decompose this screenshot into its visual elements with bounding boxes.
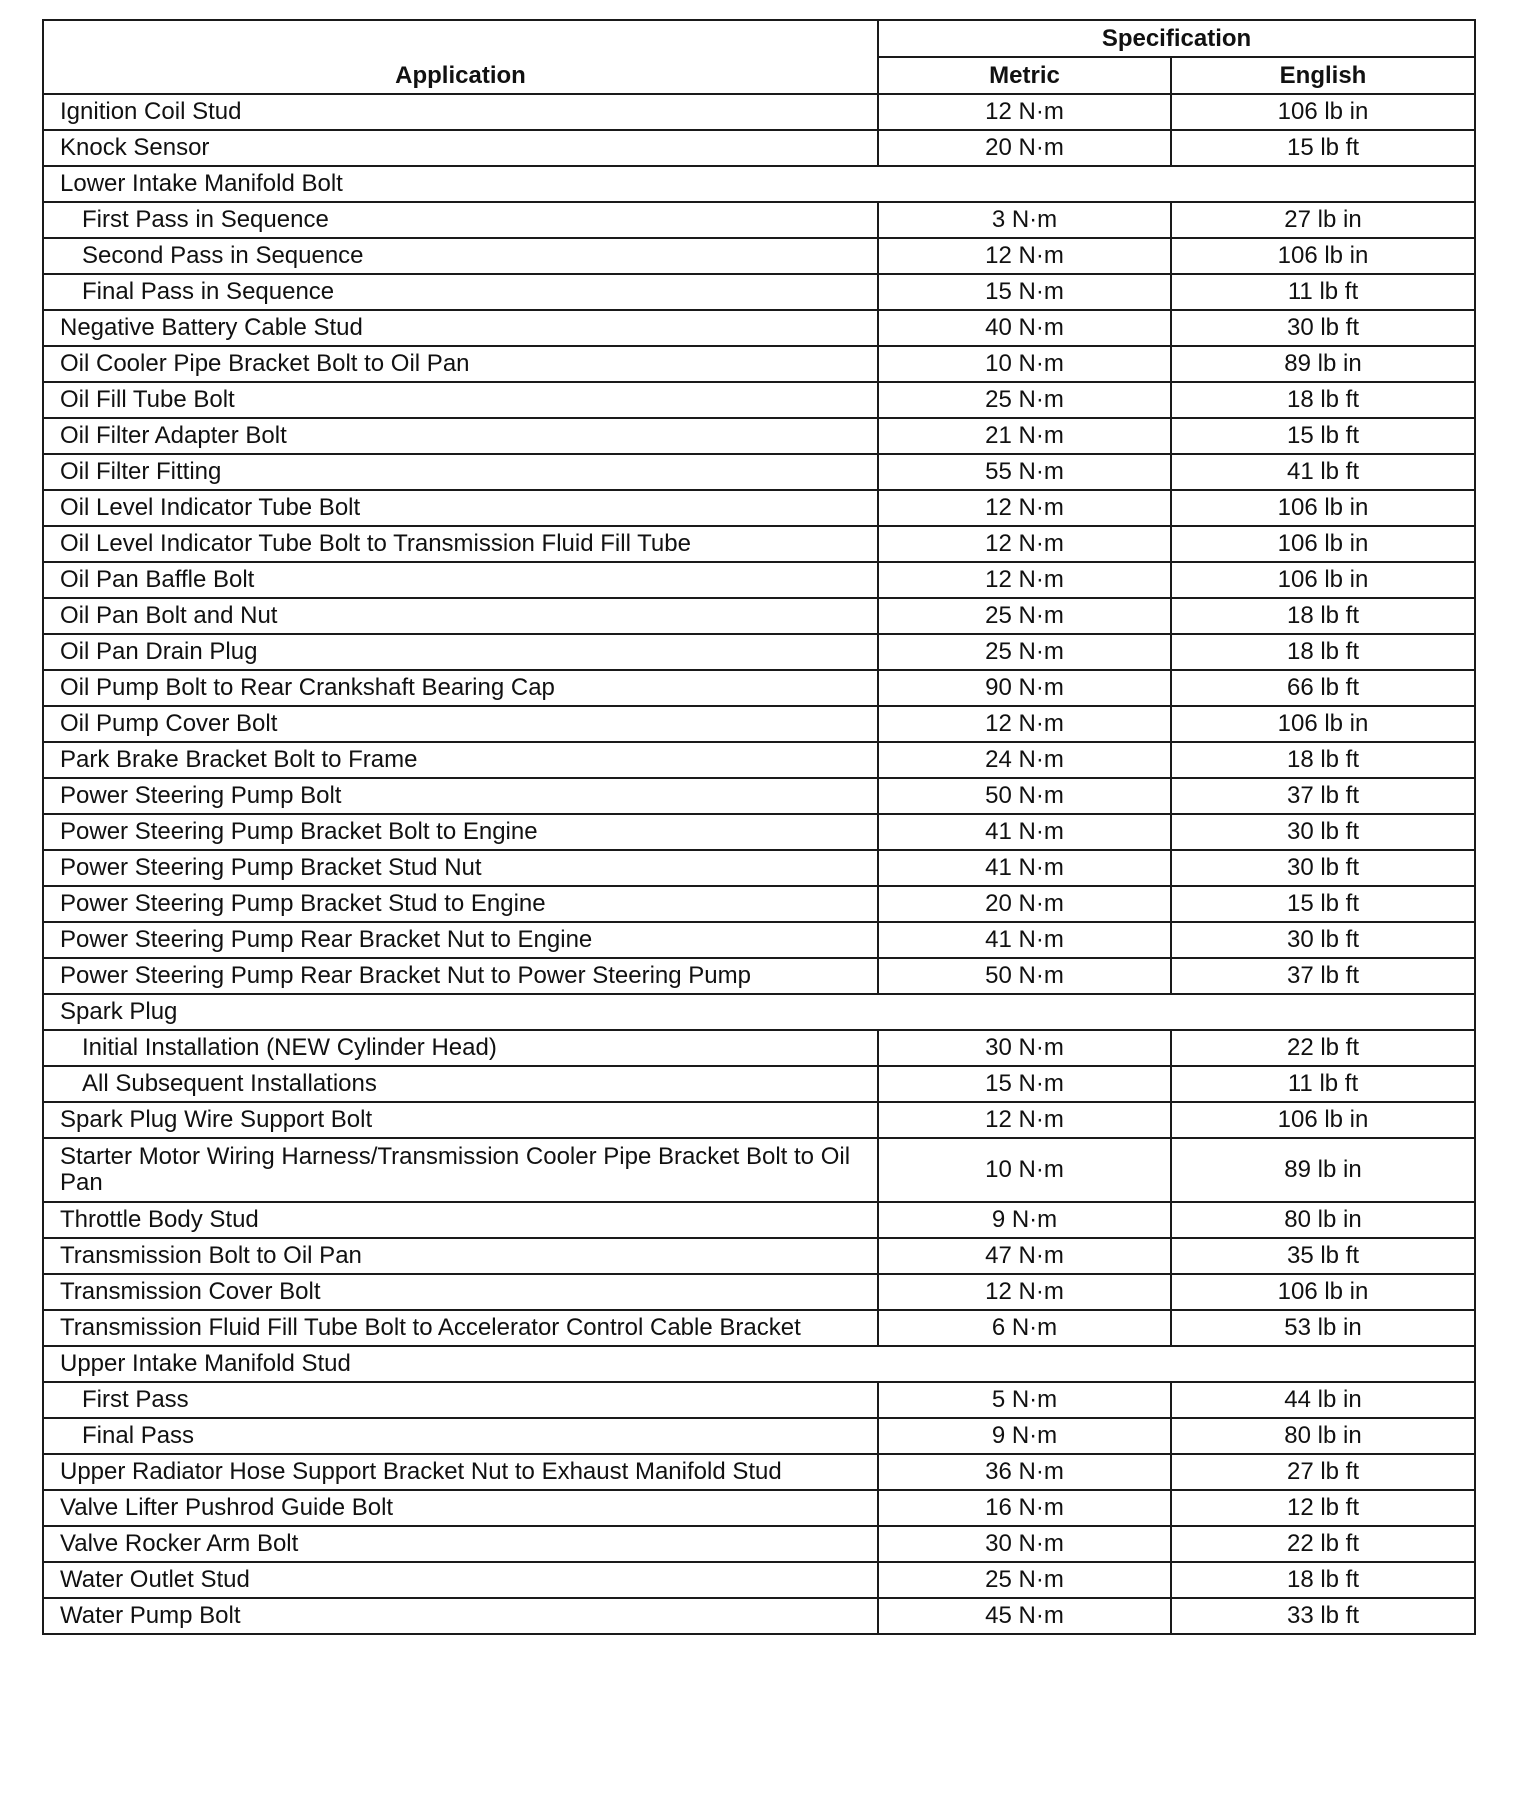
metric-value-cell: 50 N·m <box>878 778 1171 814</box>
table-row <box>43 562 1475 598</box>
metric-value-cell: 47 N·m <box>878 1238 1171 1274</box>
application-cell: Transmission Fluid Fill Tube Bolt to Accelerator Control Cable Bracket <box>43 1310 878 1346</box>
english-value-cell: 106 lb in <box>1171 526 1475 562</box>
table-row <box>43 814 1475 850</box>
metric-value-cell: 20 N·m <box>878 130 1171 166</box>
english-value-cell: 35 lb ft <box>1171 1238 1475 1274</box>
application-cell: Oil Fill Tube Bolt <box>43 382 878 418</box>
english-value-cell: 80 lb in <box>1171 1418 1475 1454</box>
table-row <box>43 94 1475 130</box>
metric-value-cell: 30 N·m <box>878 1030 1171 1066</box>
table-row <box>43 130 1475 166</box>
application-cell: Power Steering Pump Bracket Stud to Engine <box>43 886 878 922</box>
metric-value-cell: 25 N·m <box>878 634 1171 670</box>
english-value-cell: 44 lb in <box>1171 1382 1475 1418</box>
table-row <box>43 238 1475 274</box>
english-value-cell: 80 lb in <box>1171 1202 1475 1238</box>
metric-value-cell: 25 N·m <box>878 1562 1171 1598</box>
metric-value-cell: 12 N·m <box>878 706 1171 742</box>
application-cell: Power Steering Pump Bolt <box>43 778 878 814</box>
metric-value-cell: 10 N·m <box>878 346 1171 382</box>
application-cell: Valve Rocker Arm Bolt <box>43 1526 878 1562</box>
table-row <box>43 958 1475 994</box>
application-cell: Final Pass in Sequence <box>43 274 878 310</box>
english-value-cell: 18 lb ft <box>1171 382 1475 418</box>
english-value-cell: 18 lb ft <box>1171 598 1475 634</box>
table-row <box>43 274 1475 310</box>
table-row <box>43 1138 1475 1202</box>
application-cell: Spark Plug Wire Support Bolt <box>43 1102 878 1138</box>
metric-value-cell: 16 N·m <box>878 1490 1171 1526</box>
group-label-cell: Lower Intake Manifold Bolt <box>43 166 1475 202</box>
english-value-cell: 30 lb ft <box>1171 922 1475 958</box>
table-row <box>43 1598 1475 1634</box>
metric-value-cell: 20 N·m <box>878 886 1171 922</box>
table-row <box>43 1310 1475 1346</box>
metric-value-cell: 90 N·m <box>878 670 1171 706</box>
group-label-cell: Spark Plug <box>43 994 1475 1030</box>
table-row <box>43 670 1475 706</box>
english-value-cell: 18 lb ft <box>1171 634 1475 670</box>
table-row <box>43 1030 1475 1066</box>
table-row <box>43 418 1475 454</box>
table-row <box>43 1102 1475 1138</box>
metric-value-cell: 12 N·m <box>878 94 1171 130</box>
english-value-cell: 89 lb in <box>1171 346 1475 382</box>
application-cell: Water Outlet Stud <box>43 1562 878 1598</box>
english-value-cell: 106 lb in <box>1171 94 1475 130</box>
application-cell: Oil Pan Bolt and Nut <box>43 598 878 634</box>
table-group-row <box>43 994 1475 1030</box>
english-value-cell: 30 lb ft <box>1171 814 1475 850</box>
metric-value-cell: 6 N·m <box>878 1310 1171 1346</box>
english-value-cell: 22 lb ft <box>1171 1030 1475 1066</box>
english-value-cell: 27 lb ft <box>1171 1454 1475 1490</box>
table-row <box>43 850 1475 886</box>
application-cell: Negative Battery Cable Stud <box>43 310 878 346</box>
english-value-cell: 66 lb ft <box>1171 670 1475 706</box>
application-cell: Ignition Coil Stud <box>43 94 878 130</box>
table-row <box>43 778 1475 814</box>
english-value-cell: 106 lb in <box>1171 706 1475 742</box>
english-value-cell: 30 lb ft <box>1171 850 1475 886</box>
metric-value-cell: 50 N·m <box>878 958 1171 994</box>
metric-value-cell: 25 N·m <box>878 382 1171 418</box>
column-header-metric: Metric <box>878 57 1171 94</box>
application-cell: Park Brake Bracket Bolt to Frame <box>43 742 878 778</box>
english-value-cell: 41 lb ft <box>1171 454 1475 490</box>
metric-value-cell: 12 N·m <box>878 1102 1171 1138</box>
table-row <box>43 742 1475 778</box>
table-row <box>43 1490 1475 1526</box>
metric-value-cell: 12 N·m <box>878 1274 1171 1310</box>
column-header-application: Application <box>43 20 878 94</box>
application-cell: Power Steering Pump Bracket Stud Nut <box>43 850 878 886</box>
application-cell: Power Steering Pump Bracket Bolt to Engine <box>43 814 878 850</box>
english-value-cell: 37 lb ft <box>1171 778 1475 814</box>
application-cell: Final Pass <box>43 1418 878 1454</box>
application-cell: Upper Radiator Hose Support Bracket Nut to Exhaust Manifold Stud <box>43 1454 878 1490</box>
application-cell: First Pass in Sequence <box>43 202 878 238</box>
metric-value-cell: 21 N·m <box>878 418 1171 454</box>
table-group-row <box>43 166 1475 202</box>
application-cell: Oil Level Indicator Tube Bolt <box>43 490 878 526</box>
metric-value-cell: 12 N·m <box>878 526 1171 562</box>
application-cell: Oil Pan Drain Plug <box>43 634 878 670</box>
metric-value-cell: 30 N·m <box>878 1526 1171 1562</box>
column-header-english: English <box>1171 57 1475 94</box>
table-row <box>43 1562 1475 1598</box>
table-row <box>43 706 1475 742</box>
english-value-cell: 22 lb ft <box>1171 1526 1475 1562</box>
application-cell: Valve Lifter Pushrod Guide Bolt <box>43 1490 878 1526</box>
metric-value-cell: 10 N·m <box>878 1138 1171 1202</box>
application-cell: Transmission Cover Bolt <box>43 1274 878 1310</box>
table-header <box>43 20 1475 94</box>
english-value-cell: 106 lb in <box>1171 1274 1475 1310</box>
english-value-cell: 11 lb ft <box>1171 1066 1475 1102</box>
english-value-cell: 15 lb ft <box>1171 418 1475 454</box>
english-value-cell: 106 lb in <box>1171 562 1475 598</box>
table-row <box>43 598 1475 634</box>
metric-value-cell: 3 N·m <box>878 202 1171 238</box>
metric-value-cell: 45 N·m <box>878 1598 1171 1634</box>
metric-value-cell: 41 N·m <box>878 850 1171 886</box>
application-cell: Oil Filter Adapter Bolt <box>43 418 878 454</box>
english-value-cell: 27 lb in <box>1171 202 1475 238</box>
application-cell: Water Pump Bolt <box>43 1598 878 1634</box>
metric-value-cell: 12 N·m <box>878 490 1171 526</box>
table-row <box>43 310 1475 346</box>
column-header-specification: Specification <box>878 20 1475 57</box>
table-row <box>43 886 1475 922</box>
english-value-cell: 106 lb in <box>1171 490 1475 526</box>
table-row <box>43 1418 1475 1454</box>
english-value-cell: 18 lb ft <box>1171 1562 1475 1598</box>
table-row <box>43 1202 1475 1238</box>
application-cell: Initial Installation (NEW Cylinder Head) <box>43 1030 878 1066</box>
metric-value-cell: 12 N·m <box>878 562 1171 598</box>
metric-value-cell: 15 N·m <box>878 1066 1171 1102</box>
english-value-cell: 89 lb in <box>1171 1138 1475 1202</box>
application-cell: Oil Cooler Pipe Bracket Bolt to Oil Pan <box>43 346 878 382</box>
metric-value-cell: 15 N·m <box>878 274 1171 310</box>
english-value-cell: 15 lb ft <box>1171 130 1475 166</box>
application-cell: Oil Level Indicator Tube Bolt to Transmission Fluid Fill Tube <box>43 526 878 562</box>
metric-value-cell: 25 N·m <box>878 598 1171 634</box>
metric-value-cell: 9 N·m <box>878 1202 1171 1238</box>
table-row <box>43 1274 1475 1310</box>
application-cell: All Subsequent Installations <box>43 1066 878 1102</box>
table-row <box>43 526 1475 562</box>
application-cell: First Pass <box>43 1382 878 1418</box>
header-row-top <box>43 20 1475 57</box>
application-cell: Knock Sensor <box>43 130 878 166</box>
english-value-cell: 33 lb ft <box>1171 1598 1475 1634</box>
table-row <box>43 202 1475 238</box>
metric-value-cell: 40 N·m <box>878 310 1171 346</box>
table-group-row <box>43 1346 1475 1382</box>
metric-value-cell: 24 N·m <box>878 742 1171 778</box>
metric-value-cell: 12 N·m <box>878 238 1171 274</box>
metric-value-cell: 5 N·m <box>878 1382 1171 1418</box>
application-cell: Throttle Body Stud <box>43 1202 878 1238</box>
metric-value-cell: 41 N·m <box>878 814 1171 850</box>
metric-value-cell: 36 N·m <box>878 1454 1171 1490</box>
english-value-cell: 106 lb in <box>1171 1102 1475 1138</box>
table-row <box>43 490 1475 526</box>
application-cell: Transmission Bolt to Oil Pan <box>43 1238 878 1274</box>
application-cell: Second Pass in Sequence <box>43 238 878 274</box>
metric-value-cell: 9 N·m <box>878 1418 1171 1454</box>
english-value-cell: 37 lb ft <box>1171 958 1475 994</box>
table-row <box>43 634 1475 670</box>
table-row <box>43 454 1475 490</box>
group-label-cell: Upper Intake Manifold Stud <box>43 1346 1475 1382</box>
metric-value-cell: 41 N·m <box>878 922 1171 958</box>
table-row <box>43 1454 1475 1490</box>
english-value-cell: 11 lb ft <box>1171 274 1475 310</box>
english-value-cell: 12 lb ft <box>1171 1490 1475 1526</box>
table-row <box>43 1066 1475 1102</box>
application-cell: Oil Pump Bolt to Rear Crankshaft Bearing Cap <box>43 670 878 706</box>
english-value-cell: 18 lb ft <box>1171 742 1475 778</box>
english-value-cell: 30 lb ft <box>1171 310 1475 346</box>
english-value-cell: 106 lb in <box>1171 238 1475 274</box>
application-cell: Power Steering Pump Rear Bracket Nut to Power Steering Pump <box>43 958 878 994</box>
fastener-torque-spec-table <box>42 19 1476 1635</box>
application-cell: Oil Pan Baffle Bolt <box>43 562 878 598</box>
table-row <box>43 1238 1475 1274</box>
english-value-cell: 53 lb in <box>1171 1310 1475 1346</box>
application-cell: Oil Filter Fitting <box>43 454 878 490</box>
english-value-cell: 15 lb ft <box>1171 886 1475 922</box>
application-cell: Starter Motor Wiring Harness/Transmission Cooler Pipe Bracket Bolt to Oil Pan <box>43 1138 878 1202</box>
metric-value-cell: 55 N·m <box>878 454 1171 490</box>
table-row <box>43 922 1475 958</box>
table-row <box>43 1526 1475 1562</box>
table-row <box>43 1382 1475 1418</box>
application-cell: Oil Pump Cover Bolt <box>43 706 878 742</box>
table-row <box>43 346 1475 382</box>
table-body <box>43 94 1475 1634</box>
application-cell: Power Steering Pump Rear Bracket Nut to Engine <box>43 922 878 958</box>
table-row <box>43 382 1475 418</box>
